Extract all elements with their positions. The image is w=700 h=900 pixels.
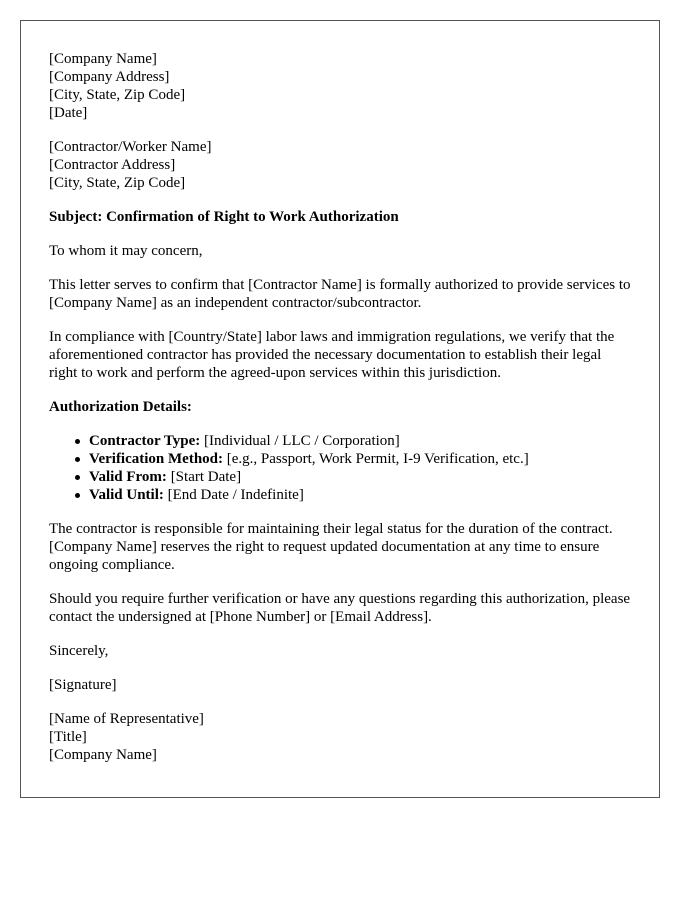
subject-line: Subject: Confirmation of Right to Work Authorization	[49, 209, 399, 225]
letter-page	[20, 20, 660, 798]
bullet-icon	[75, 457, 80, 462]
recipient-city-state-zip: [City, State, Zip Code]	[49, 175, 186, 191]
sender-city-state-zip: [City, State, Zip Code]	[49, 87, 186, 103]
sender-company-address: [Company Address]	[49, 69, 170, 85]
representative-name: [Name of Representative]	[49, 711, 204, 727]
detail-label: Valid Until:	[89, 487, 164, 503]
sender-company-name: [Company Name]	[49, 51, 157, 67]
detail-label: Valid From:	[89, 469, 167, 485]
list-item	[89, 450, 631, 468]
bullet-icon	[75, 493, 80, 498]
detail-value: [e.g., Passport, Work Permit, I-9 Verification, etc.]	[223, 451, 529, 467]
paragraph-contact: Should you require further verification or have any questions regarding this authorization, please contact the undersigned at [Phone Number] or [Email Address].	[49, 591, 631, 625]
sender-address-block	[49, 50, 631, 122]
bullet-icon	[75, 475, 80, 480]
authorization-details-list	[49, 432, 631, 504]
authorization-details-heading: Authorization Details:	[49, 399, 192, 415]
signature-placeholder: [Signature]	[49, 677, 117, 693]
detail-label: Contractor Type:	[89, 433, 201, 449]
recipient-address-block	[49, 138, 631, 192]
detail-value: [End Date / Indefinite]	[163, 487, 304, 503]
paragraph-confirmation: This letter serves to confirm that [Contractor Name] is formally authorized to provide services to [Company Name] as an independent contractor/subcontractor.	[49, 277, 631, 311]
paragraph-compliance: In compliance with [Country/State] labor laws and immigration regulations, we verify that the aforementioned contractor has provided the necessary documentation to establish their legal right to work and perform the agreed-upon services within this jurisdiction.	[49, 329, 615, 381]
greeting: To whom it may concern,	[49, 243, 203, 259]
detail-value: [Start Date]	[166, 469, 242, 485]
detail-value: [Individual / LLC / Corporation]	[200, 433, 400, 449]
recipient-address: [Contractor Address]	[49, 157, 176, 173]
paragraph-responsibility: The contractor is responsible for maintaining their legal status for the duration of the contract. [Company Name] reserves the right to request updated documentation at any time to ensure ongoing compliance.	[49, 521, 613, 573]
list-item	[89, 486, 631, 504]
list-item	[89, 432, 631, 450]
bullet-icon	[75, 439, 80, 444]
representative-block	[49, 710, 631, 764]
sign-off: Sincerely,	[49, 643, 109, 659]
closing-company-name: [Company Name]	[49, 747, 157, 763]
recipient-name: [Contractor/Worker Name]	[49, 139, 212, 155]
representative-title: [Title]	[49, 729, 87, 745]
letter-date: [Date]	[49, 105, 88, 121]
list-item	[89, 468, 631, 486]
detail-label: Verification Method:	[89, 451, 224, 467]
